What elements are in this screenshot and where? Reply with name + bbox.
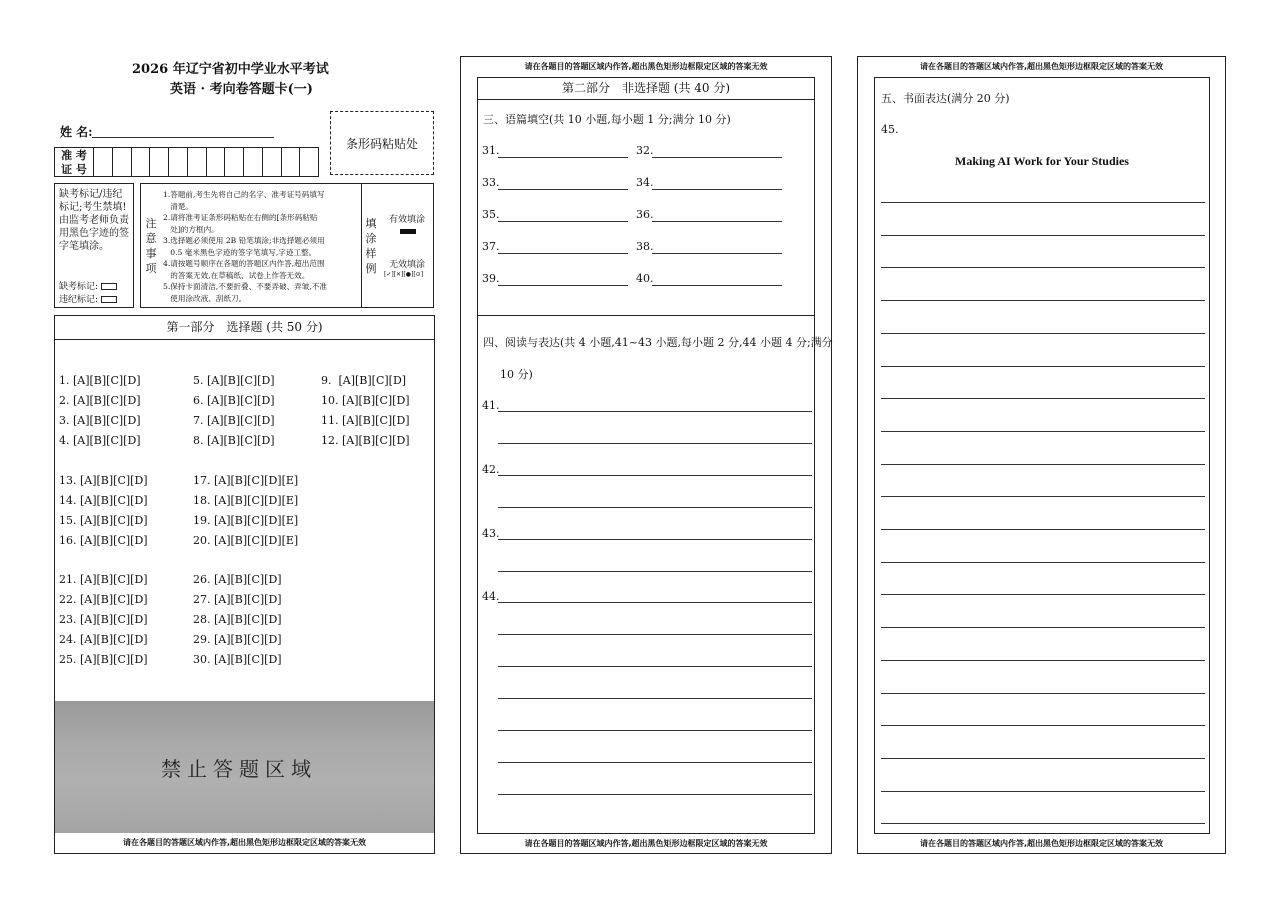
exam-number-cell[interactable] bbox=[149, 148, 168, 176]
notes-title: 注 意 事 项 bbox=[145, 217, 157, 275]
essay-line[interactable] bbox=[881, 562, 1205, 563]
notice-right-bottom: 请在各题目的答题区域内作答,超出黑色矩形边框限定区域的答案无效 bbox=[919, 839, 1164, 848]
right-panel bbox=[857, 56, 1226, 854]
sample-title: 填 涂 样 例 bbox=[365, 217, 377, 275]
valid-label: 有效填涂 bbox=[389, 215, 426, 225]
choice-row[interactable]: 27. [A][B][C][D] bbox=[193, 593, 282, 606]
exam-number-cell[interactable] bbox=[224, 148, 243, 176]
choice-row[interactable]: 22. [A][B][C][D] bbox=[59, 593, 148, 606]
exam-title: 2026 年辽宁省初中学业水平考试 bbox=[132, 62, 329, 77]
fill-answer-line[interactable] bbox=[652, 285, 782, 286]
fill-answer-line[interactable] bbox=[498, 221, 628, 222]
choice-row[interactable]: 7. [A][B][C][D] bbox=[193, 414, 275, 427]
absent-mark-box bbox=[54, 183, 134, 308]
absent-mark-checkbox[interactable] bbox=[101, 283, 117, 290]
answer-line[interactable] bbox=[498, 698, 812, 699]
choice-row[interactable]: 4. [A][B][C][D] bbox=[59, 434, 141, 447]
choice-row[interactable]: 5. [A][B][C][D] bbox=[193, 374, 275, 387]
essay-title: Making AI Work for Your Studies bbox=[955, 154, 1129, 168]
section4-title-line2: 10 分) bbox=[500, 368, 533, 381]
choice-row[interactable]: 24. [A][B][C][D] bbox=[59, 633, 148, 646]
section5-title: 五、书面表达(满分 20 分) bbox=[881, 92, 1010, 105]
exam-number-cell[interactable] bbox=[299, 148, 318, 176]
note-item: 0.5 毫米黑色字迹的签字笔填写,字迹工整。 bbox=[163, 247, 317, 257]
fill-label: 35. bbox=[482, 208, 500, 221]
answer-line[interactable] bbox=[498, 443, 812, 444]
answer-line[interactable] bbox=[498, 634, 812, 635]
barcode-box bbox=[330, 111, 434, 175]
fill-label: 34. bbox=[636, 176, 654, 189]
answer-line[interactable] bbox=[498, 507, 812, 508]
choice-row[interactable]: 10. [A][B][C][D] bbox=[321, 394, 410, 407]
exam-subtitle: 英语 · 考向卷答题卡(一) bbox=[170, 82, 313, 97]
fill-answer-line[interactable] bbox=[498, 189, 628, 190]
choice-row[interactable]: 21. [A][B][C][D] bbox=[59, 573, 148, 586]
name-field[interactable] bbox=[92, 137, 274, 138]
fill-answer-line[interactable] bbox=[652, 189, 782, 190]
essay-line[interactable] bbox=[881, 202, 1205, 203]
section4-title-line1: 四、阅读与表达(共 4 小题,41~43 小题,每小题 2 分,44 小题 4 分;满分 bbox=[483, 336, 833, 349]
answer-line[interactable] bbox=[498, 475, 812, 476]
note-item: 处]的方框内。 bbox=[163, 224, 219, 234]
essay-line[interactable] bbox=[881, 300, 1205, 301]
essay-line[interactable] bbox=[881, 366, 1205, 367]
essay-line[interactable] bbox=[881, 791, 1205, 792]
exam-number-cell[interactable] bbox=[262, 148, 281, 176]
exam-number-cell[interactable] bbox=[243, 148, 262, 176]
choice-row[interactable]: 20. [A][B][C][D][E] bbox=[193, 534, 299, 547]
fill-label: 32. bbox=[636, 144, 654, 157]
absent-label: 缺考标记: bbox=[59, 282, 99, 292]
choice-row[interactable]: 16. [A][B][C][D] bbox=[59, 534, 148, 547]
invalid-label: 无效填涂 bbox=[389, 260, 426, 270]
notice-right-top: 请在各题目的答题区域内作答,超出黑色矩形边框限定区域的答案无效 bbox=[919, 62, 1164, 71]
exam-number-cell[interactable] bbox=[206, 148, 225, 176]
choice-row[interactable]: 23. [A][B][C][D] bbox=[59, 613, 148, 626]
exam-number-cell[interactable] bbox=[168, 148, 187, 176]
part2-box bbox=[477, 77, 833, 834]
essay-line[interactable] bbox=[881, 725, 1205, 726]
answer-line[interactable] bbox=[498, 602, 812, 603]
choice-row[interactable]: 17. [A][B][C][D][E] bbox=[193, 474, 299, 487]
exam-number-cell[interactable] bbox=[131, 148, 150, 176]
choice-row[interactable]: 13. [A][B][C][D] bbox=[59, 474, 148, 487]
invalid-sample: [✓][✕][●][⊙] bbox=[384, 271, 424, 278]
essay-line[interactable] bbox=[881, 693, 1205, 694]
exam-number-cell[interactable] bbox=[187, 148, 206, 176]
fill-label: 39. bbox=[482, 272, 500, 285]
fill-answer-line[interactable] bbox=[652, 253, 782, 254]
essay-line[interactable] bbox=[881, 529, 1205, 530]
answer-line[interactable] bbox=[498, 794, 812, 795]
choice-row[interactable]: 6. [A][B][C][D] bbox=[193, 394, 275, 407]
choice-row[interactable]: 12. [A][B][C][D] bbox=[321, 434, 410, 447]
essay-line[interactable] bbox=[881, 823, 1205, 824]
part3-box bbox=[874, 77, 1210, 834]
q41-label: 41. bbox=[482, 399, 500, 412]
q42-label: 42. bbox=[482, 463, 500, 476]
q43-label: 43. bbox=[482, 527, 500, 540]
choice-row[interactable]: 28. [A][B][C][D] bbox=[193, 613, 282, 626]
violation-label: 违纪标记: bbox=[59, 295, 99, 305]
fill-label: 38. bbox=[636, 240, 654, 253]
essay-line[interactable] bbox=[881, 235, 1205, 236]
note-item: 5.保持卡面清洁,不要折叠、不要弄破、弄皱,不准 bbox=[163, 282, 327, 291]
choice-row[interactable]: 8. [A][B][C][D] bbox=[193, 434, 275, 447]
notice-middle-bottom: 请在各题目的答题区域内作答,超出黑色矩形边框限定区域的答案无效 bbox=[524, 839, 768, 848]
choice-row[interactable]: 18. [A][B][C][D][E] bbox=[193, 494, 299, 507]
part2-title: 第二部分 非选择题 (共 40 分) bbox=[478, 78, 814, 100]
fill-answer-line[interactable] bbox=[498, 285, 628, 286]
note-item: 的答案无效,在草稿纸、试卷上作答无效。 bbox=[163, 270, 310, 280]
q44-label: 44. bbox=[482, 590, 500, 603]
fill-answer-line[interactable] bbox=[498, 253, 628, 254]
essay-line[interactable] bbox=[881, 431, 1205, 432]
essay-line[interactable] bbox=[881, 758, 1205, 759]
essay-line[interactable] bbox=[881, 333, 1205, 334]
choice-row[interactable]: 11. [A][B][C][D] bbox=[321, 414, 410, 427]
valid-sample bbox=[400, 229, 416, 234]
section3-title: 三、语篇填空(共 10 小题,每小题 1 分;满分 10 分) bbox=[483, 113, 731, 126]
note-item: 3.选择题必须使用 2B 铅笔填涂;非选择题必须用 bbox=[163, 236, 325, 245]
essay-line[interactable] bbox=[881, 594, 1205, 595]
name-label: 姓 名: bbox=[60, 125, 93, 139]
fill-label: 36. bbox=[636, 208, 654, 221]
choice-row[interactable]: 30. [A][B][C][D] bbox=[193, 653, 282, 666]
violation-mark-checkbox[interactable] bbox=[101, 296, 117, 303]
fill-label: 40. bbox=[636, 272, 654, 285]
fill-label: 31. bbox=[482, 144, 500, 157]
middle-panel bbox=[460, 56, 832, 854]
essay-line[interactable] bbox=[881, 267, 1205, 268]
fill-label: 33. bbox=[482, 176, 500, 189]
answer-line[interactable] bbox=[498, 762, 812, 763]
choice-row[interactable]: 14. [A][B][C][D] bbox=[59, 494, 148, 507]
forbidden-area bbox=[55, 701, 434, 833]
fill-label: 37. bbox=[482, 240, 500, 253]
choice-row[interactable]: 26. [A][B][C][D] bbox=[193, 573, 282, 586]
essay-line[interactable] bbox=[881, 398, 1205, 399]
essay-line[interactable] bbox=[881, 627, 1205, 628]
part1-panel bbox=[54, 315, 435, 854]
notice-middle-top: 请在各题目的答题区域内作答,超出黑色矩形边框限定区域的答案无效 bbox=[524, 62, 768, 71]
note-item: 1.答题前,考生先将自己的名字、准考证号码填写 bbox=[163, 190, 325, 199]
answer-line[interactable] bbox=[498, 411, 812, 412]
note-item: 2.请将准考证条形码粘贴在右侧的[条形码粘贴 bbox=[163, 213, 318, 222]
notes-box bbox=[140, 183, 434, 308]
essay-line[interactable] bbox=[881, 496, 1205, 497]
note-item: 4.请按题号顺序在各题的答题区内作答,超出范围 bbox=[163, 259, 325, 268]
fill-answer-line[interactable] bbox=[652, 157, 782, 158]
note-item: 使用涂改液、刮纸刀。 bbox=[163, 293, 247, 303]
answer-line[interactable] bbox=[498, 539, 812, 540]
essay-line[interactable] bbox=[881, 464, 1205, 465]
exam-number-grid[interactable] bbox=[54, 147, 319, 177]
part1-title: 第一部分 选择题 (共 50 分) bbox=[55, 316, 434, 340]
choice-row[interactable]: 29. [A][B][C][D] bbox=[193, 633, 282, 646]
fill-answer-line[interactable] bbox=[652, 221, 782, 222]
exam-number-label: 准 考 证 号 bbox=[61, 149, 87, 176]
choice-row[interactable]: 19. [A][B][C][D][E] bbox=[193, 514, 299, 527]
exam-number-cell[interactable] bbox=[93, 148, 112, 176]
notice-left: 请在各题目的答题区域内作答,超出黑色矩形边框限定区域的答案无效 bbox=[122, 838, 367, 847]
answer-line[interactable] bbox=[498, 666, 812, 667]
choice-row[interactable]: 3. [A][B][C][D] bbox=[59, 414, 141, 427]
choice-row[interactable]: 15. [A][B][C][D] bbox=[59, 514, 148, 527]
absent-instruction: 缺考标记/违纪标记;考生禁填!由监考老师负责用黑色字迹的签字笔填涂。 bbox=[59, 189, 129, 252]
exam-number-cell[interactable] bbox=[112, 148, 131, 176]
choice-row[interactable]: 25. [A][B][C][D] bbox=[59, 653, 148, 666]
essay-line[interactable] bbox=[881, 660, 1205, 661]
exam-number-cell[interactable] bbox=[281, 148, 300, 176]
forbidden-label: 禁止答题区域 bbox=[161, 757, 317, 781]
choice-row[interactable]: 2. [A][B][C][D] bbox=[59, 394, 141, 407]
fill-answer-line[interactable] bbox=[498, 157, 628, 158]
choice-row[interactable]: 9. [A][B][C][D] bbox=[321, 374, 407, 387]
note-item: 清楚。 bbox=[163, 201, 194, 211]
q45-label: 45. bbox=[881, 123, 899, 136]
answer-line[interactable] bbox=[498, 730, 812, 731]
choice-row[interactable]: 1. [A][B][C][D] bbox=[59, 374, 141, 387]
barcode-label: 条形码粘贴处 bbox=[345, 136, 418, 151]
answer-line[interactable] bbox=[498, 571, 812, 572]
